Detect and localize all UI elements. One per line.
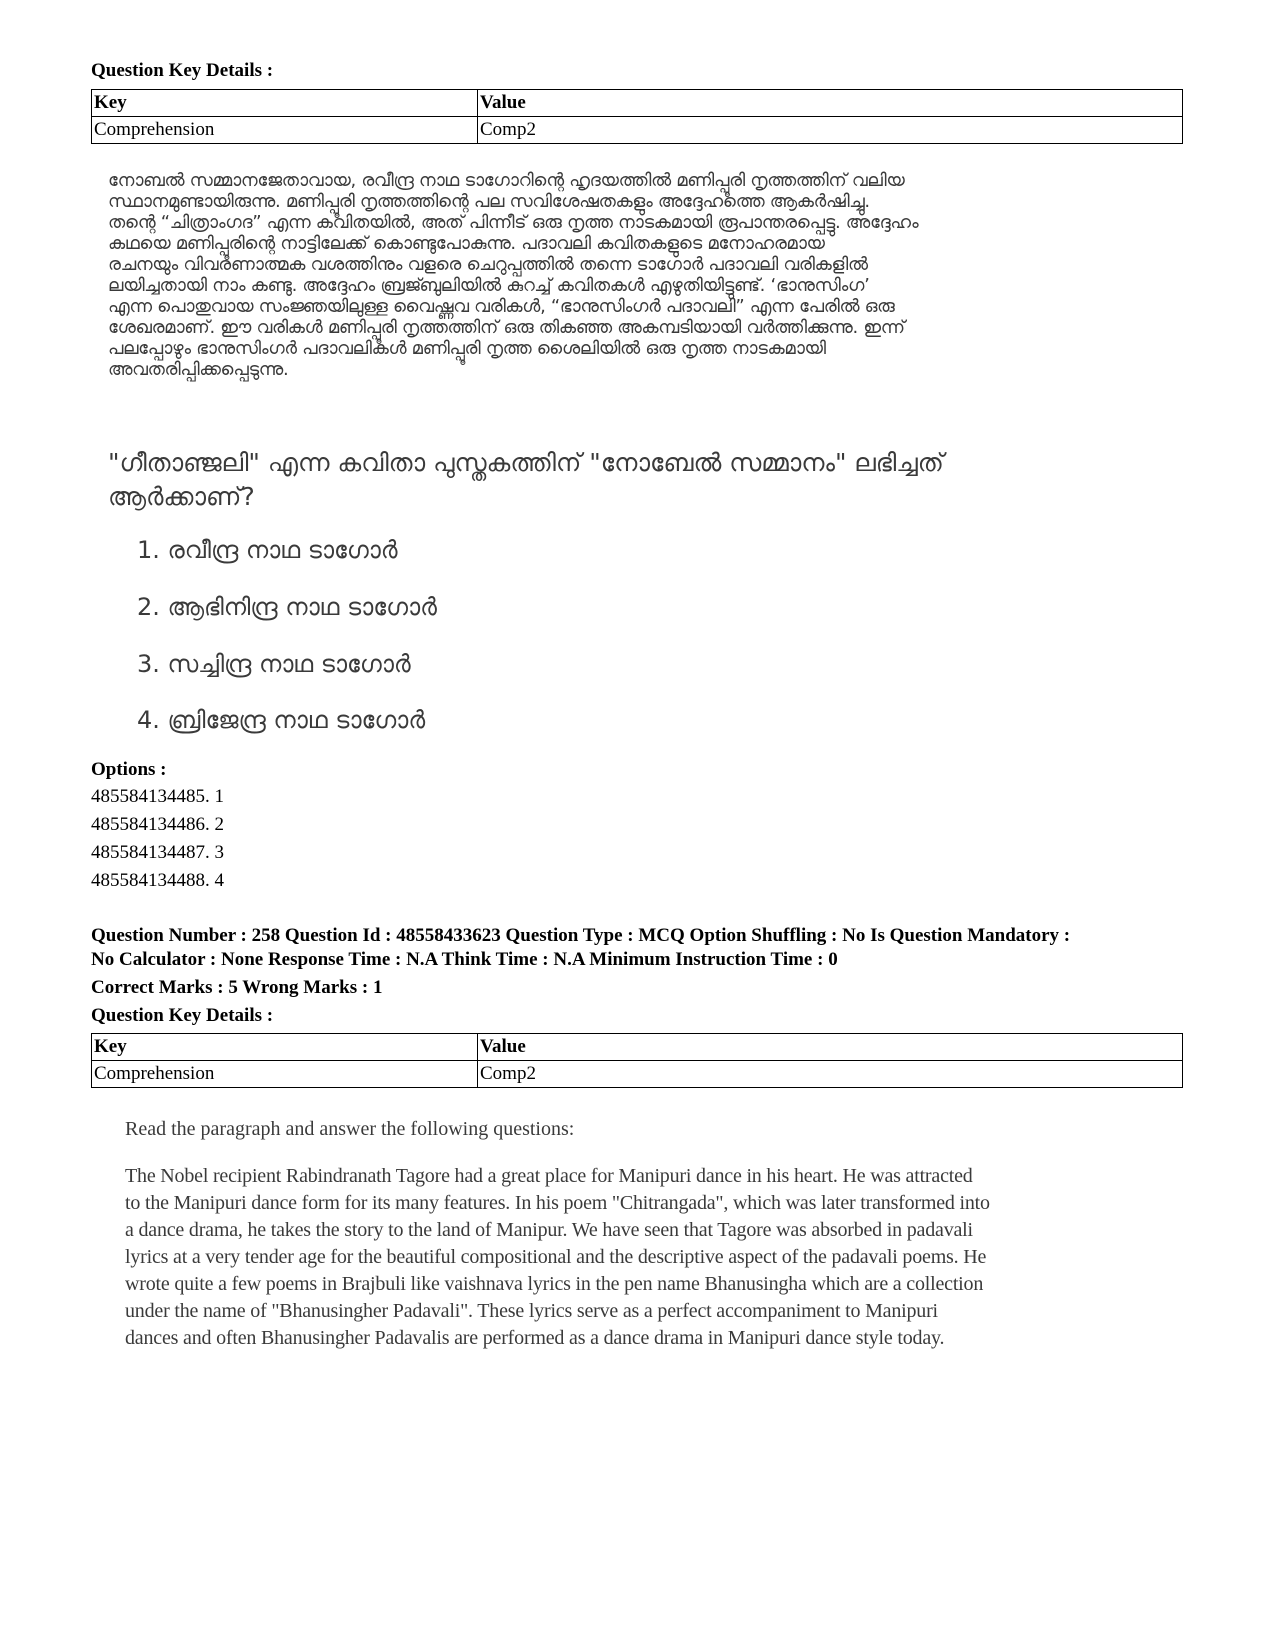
key-details-heading: Question Key Details :	[91, 1005, 274, 1026]
passage-line: നോബൽ സമ്മാനജേതാവായ, രവീന്ദ്ര നാഥ ടാഗോറിന്റെ ഹൃദയത്തിൽ മണിപ്പൂരി നൃത്തത്തിന് വലിയ	[108, 170, 905, 191]
table-row	[92, 1061, 1183, 1088]
key-cell: Comprehension	[92, 117, 478, 144]
value-cell: Comp2	[478, 1061, 1183, 1088]
passage-line: കഥയെ മണിപ്പൂരിന്റെ നാട്ടിലേക്ക് കൊണ്ടുപോകുന്നു. പദാവലി കവിതകളുടെ മനോഹരമായ	[108, 233, 825, 254]
passage-line: രചനയും വിവരണാത്മക വശത്തിനും വളരെ ചെറുപ്പത്തിൽ തന്നെ ടാഗോർ പദാവലി വരികളിൽ	[108, 254, 868, 275]
passage-line: lyrics at a very tender age for the beautiful compositional and the descriptive aspect of the padavali poems. He	[125, 1246, 987, 1268]
table-row	[92, 117, 1183, 144]
option-item: 485584134485. 1	[91, 786, 224, 807]
key-details-table	[91, 89, 1183, 144]
passage-line: to the Manipuri dance form for its many features. In his poem "Chitrangada", which was later transformed into	[125, 1192, 990, 1214]
passage-line: സ്ഥാനമുണ്ടായിരുന്നു. മണിപ്പൂരി നൃത്തത്തിന്റെ പല സവിശേഷതകളും അദ്ദേഹത്തെ ആകർഷിച്ചു.	[108, 191, 870, 212]
english-passage	[125, 1163, 1175, 1352]
options-list	[91, 783, 224, 895]
value-cell: Comp2	[478, 117, 1183, 144]
value-column-header: Value	[478, 90, 1183, 117]
malayalam-option-3: 3. സച്ചിന്ദ്ര നാഥ ടാഗോർ	[137, 650, 411, 678]
passage-line: wrote quite a few poems in Brajbuli like vaishnava lyrics in the pen name Bhanusingha which are a collection	[125, 1273, 984, 1295]
passage-line: under the name of "Bhanusingher Padavali". These lyrics serve as a perfect accompaniment to Manipuri	[125, 1300, 938, 1322]
question-line-1: "ഗീതാഞ്ജലി" എന്ന കവിതാ പുസ്തകത്തിന് "നോബേൽ സമ്മാനം" ലഭിച്ചത്	[108, 448, 944, 477]
key-details-table	[91, 1033, 1183, 1088]
passage-line: ശേഖരമാണ്. ഈ വരികൾ മണിപ്പൂരി നൃത്തത്തിന് ഒരു തികഞ്ഞ അകമ്പടിയായി വർത്തിക്കുന്നു. ഇന്ന്	[108, 317, 905, 338]
question-meta	[91, 924, 1241, 972]
malayalam-question	[108, 446, 1108, 514]
question-meta-line-2: No Calculator : None Response Time : N.A Think Time : N.A Minimum Instruction Time : 0	[91, 949, 838, 970]
table-header-row	[92, 1034, 1183, 1061]
value-column-header: Value	[478, 1034, 1183, 1061]
question-line-2: ആർക്കാണ്?	[108, 482, 255, 511]
passage-line: പലപ്പോഴും ഭാനുസിംഗർ പദാവലികൾ മണിപ്പൂരി നൃത്ത ശൈലിയിൽ ഒരു നൃത്ത നാടകമായി	[108, 338, 826, 359]
key-cell: Comprehension	[92, 1061, 478, 1088]
malayalam-option-2: 2. ആഭിനിന്ദ്ര നാഥ ടാഗോർ	[137, 593, 437, 621]
passage-line: തന്റെ “ചിത്രാംഗദ” എന്ന കവിതയിൽ, അത് പിന്നീട് ഒരു നൃത്ത നാടകമായി രൂപാന്തരപ്പെട്ടു. അദ്ദേഹം	[108, 212, 919, 233]
malayalam-option-4: 4. ബ്രിജേന്ദ്ര നാഥ ടാഗോർ	[137, 706, 426, 734]
passage-line: അവതരിപ്പിക്കപ്പെടുന്നു.	[108, 359, 289, 380]
passage-line: The Nobel recipient Rabindranath Tagore had a great place for Manipuri dance in his heart. He was attracted	[125, 1165, 973, 1187]
marks-line: Correct Marks : 5 Wrong Marks : 1	[91, 977, 383, 998]
table-header-row	[92, 90, 1183, 117]
malayalam-passage	[108, 170, 1168, 380]
english-instruction: Read the paragraph and answer the following questions:	[125, 1118, 575, 1140]
option-item: 485584134488. 4	[91, 870, 224, 891]
passage-line: a dance drama, he takes the story to the land of Manipur. We have seen that Tagore was absorbed in padavali	[125, 1219, 973, 1241]
key-column-header: Key	[92, 1034, 478, 1061]
option-item: 485584134487. 3	[91, 842, 224, 863]
key-column-header: Key	[92, 90, 478, 117]
options-heading: Options :	[91, 759, 167, 780]
question-meta-line-1: Question Number : 258 Question Id : 48558433623 Question Type : MCQ Option Shuffling : No Is Question Mandatory :	[91, 925, 1071, 946]
malayalam-option-1: 1. രവീന്ദ്ര നാഥ ടാഗോർ	[137, 536, 398, 564]
passage-line: dances and often Bhanusingher Padavalis are performed as a dance drama in Manipuri dance style today.	[125, 1327, 945, 1349]
passage-line: ലയിച്ചതായി നാം കണ്ടു. അദ്ദേഹം ബ്രജ്ബുലിയിൽ കുറച്ച് കവിതകൾ എഴുതിയിട്ടുണ്ട്. ‘ഭാനുസിംഗ’	[108, 275, 870, 296]
option-item: 485584134486. 2	[91, 814, 224, 835]
key-details-heading: Question Key Details :	[91, 60, 274, 81]
passage-line: എന്ന പൊതുവായ സംജ്ഞയിലുള്ള വൈഷ്ണവ വരികൾ, “ഭാനുസിംഗർ പദാവലി” എന്ന പേരിൽ ഒരു	[108, 296, 895, 317]
